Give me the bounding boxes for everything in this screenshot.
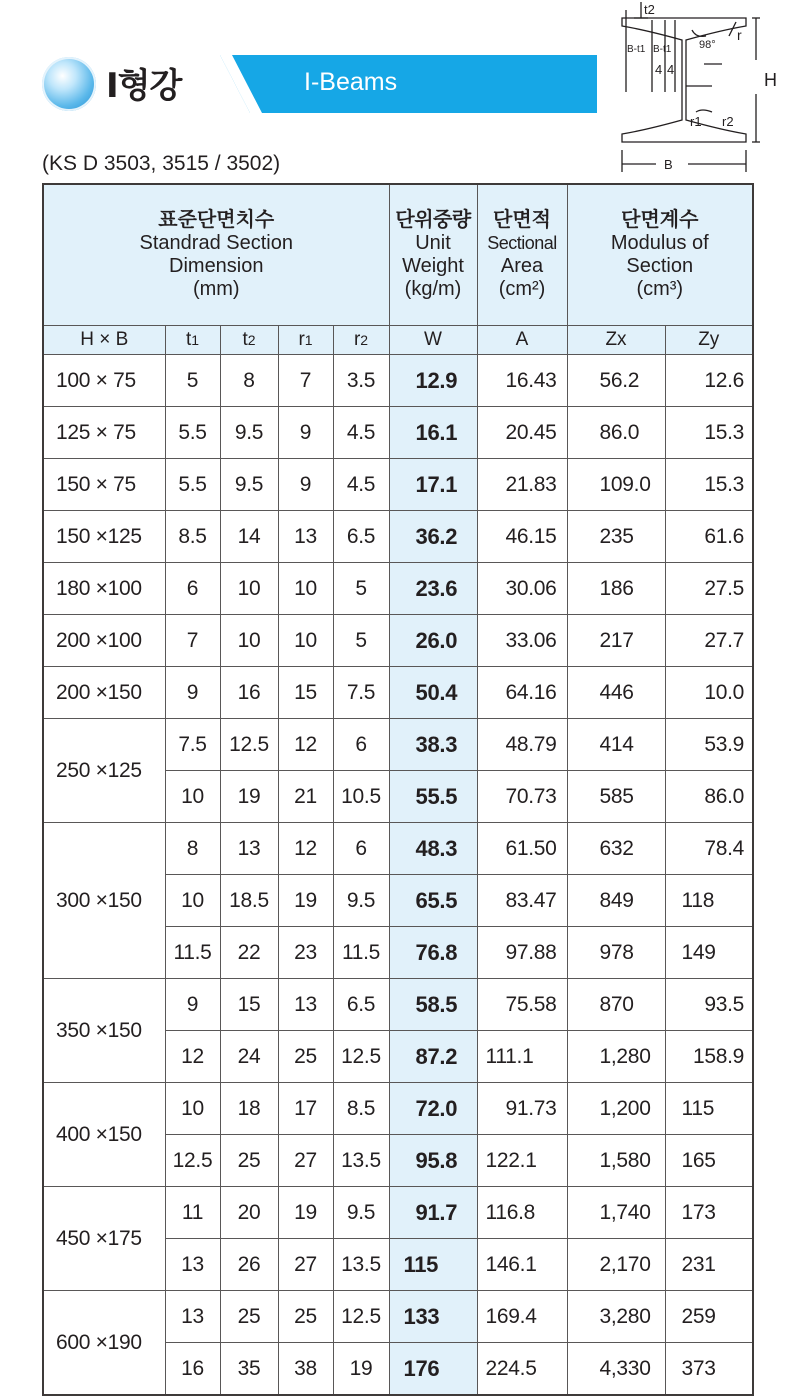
cell-a: 48.79 <box>477 719 567 771</box>
cell-t2: 22 <box>220 927 278 979</box>
table-row <box>43 823 753 875</box>
col-header-r2: r2 <box>333 326 389 355</box>
cell-hb: 300 ×150 <box>43 823 165 979</box>
cell-t2: 26 <box>220 1239 278 1291</box>
cell-r2: 10.5 <box>333 771 389 823</box>
cell-r1: 25 <box>278 1031 333 1083</box>
header-area <box>477 184 567 326</box>
cell-r2: 3.5 <box>333 355 389 407</box>
diagram-label-four-1: 4 <box>655 62 663 77</box>
cell-r1: 23 <box>278 927 333 979</box>
cell-w: 23.6 <box>389 563 477 615</box>
cell-t2: 9.5 <box>220 459 278 511</box>
cell-t1: 5.5 <box>165 459 220 511</box>
cell-t2: 19 <box>220 771 278 823</box>
cell-r1: 15 <box>278 667 333 719</box>
cell-w: 115 <box>389 1239 477 1291</box>
cell-r2: 5 <box>333 615 389 667</box>
cell-hb: 180 ×100 <box>43 563 165 615</box>
cell-w: 17.1 <box>389 459 477 511</box>
table-row <box>43 1291 753 1343</box>
cell-hb: 150 × 75 <box>43 459 165 511</box>
cell-r2: 6.5 <box>333 511 389 563</box>
cell-a: 33.06 <box>477 615 567 667</box>
cell-w: 50.4 <box>389 667 477 719</box>
cell-a: 20.45 <box>477 407 567 459</box>
cell-t1: 5 <box>165 355 220 407</box>
cell-r1: 10 <box>278 615 333 667</box>
diagram-label-r1: r1 <box>690 114 702 129</box>
cell-zx: 3,280 <box>567 1291 665 1343</box>
title-bar <box>42 55 597 113</box>
diagram-label-h: H <box>764 70 777 90</box>
cell-a: 169.4 <box>477 1291 567 1343</box>
cell-t2: 16 <box>220 667 278 719</box>
diagram-label-angle: 98° <box>699 39 716 51</box>
header-modulus-unit: (cm³) <box>636 278 684 300</box>
cell-w: 176 <box>389 1343 477 1396</box>
cell-zy: 12.6 <box>665 355 753 407</box>
cell-a: 21.83 <box>477 459 567 511</box>
cell-r2: 4.5 <box>333 407 389 459</box>
cell-hb: 100 × 75 <box>43 355 165 407</box>
i-beam-section-diagram <box>604 0 800 182</box>
cell-t1: 16 <box>165 1343 220 1396</box>
cell-zy: 173 <box>665 1187 753 1239</box>
header-modulus <box>567 184 753 326</box>
cell-r2: 9.5 <box>333 875 389 927</box>
cell-zy: 259 <box>665 1291 753 1343</box>
cell-w: 26.0 <box>389 615 477 667</box>
i-beam-spec-table <box>42 183 754 1396</box>
cell-t1: 12.5 <box>165 1135 220 1187</box>
cell-hb: 600 ×190 <box>43 1291 165 1396</box>
cell-t1: 8 <box>165 823 220 875</box>
cell-r2: 6 <box>333 823 389 875</box>
cell-r2: 6 <box>333 719 389 771</box>
header-dimension-unit: (mm) <box>192 278 240 300</box>
cell-hb: 150 ×125 <box>43 511 165 563</box>
cell-r2: 13.5 <box>333 1239 389 1291</box>
cell-w: 76.8 <box>389 927 477 979</box>
col-header-zx: Zx <box>567 326 665 355</box>
cell-r2: 8.5 <box>333 1083 389 1135</box>
cell-zx: 217 <box>567 615 665 667</box>
header-weight-unit: (kg/m) <box>404 278 462 300</box>
table-row <box>43 511 753 563</box>
cell-t1: 8.5 <box>165 511 220 563</box>
diagram-label-r: r <box>737 27 742 43</box>
cell-zx: 1,580 <box>567 1135 665 1187</box>
cell-r1: 12 <box>278 823 333 875</box>
col-header-t1: t1 <box>165 326 220 355</box>
cell-zx: 86.0 <box>567 407 665 459</box>
cell-r2: 12.5 <box>333 1291 389 1343</box>
cell-a: 111.1 <box>477 1031 567 1083</box>
header-modulus-en2: Section <box>626 255 694 277</box>
cell-a: 30.06 <box>477 563 567 615</box>
cell-zx: 2,170 <box>567 1239 665 1291</box>
cell-t2: 24 <box>220 1031 278 1083</box>
col-header-zy: Zy <box>665 326 753 355</box>
cell-w: 95.8 <box>389 1135 477 1187</box>
cell-r1: 19 <box>278 875 333 927</box>
cell-w: 48.3 <box>389 823 477 875</box>
cell-hb: 125 × 75 <box>43 407 165 459</box>
table-row <box>43 719 753 771</box>
table-row <box>43 355 753 407</box>
cell-zx: 1,200 <box>567 1083 665 1135</box>
table-body <box>43 355 753 1396</box>
cell-r2: 9.5 <box>333 1187 389 1239</box>
table-row <box>43 407 753 459</box>
diagram-label-four-2: 4 <box>667 62 675 77</box>
cell-a: 70.73 <box>477 771 567 823</box>
cell-zx: 186 <box>567 563 665 615</box>
table-header-group-row <box>43 184 753 326</box>
cell-t2: 20 <box>220 1187 278 1239</box>
cell-r1: 21 <box>278 771 333 823</box>
cell-zx: 849 <box>567 875 665 927</box>
cell-r1: 27 <box>278 1135 333 1187</box>
cell-zy: 53.9 <box>665 719 753 771</box>
table-row <box>43 615 753 667</box>
cell-zy: 373 <box>665 1343 753 1396</box>
col-header-w: W <box>389 326 477 355</box>
cell-zx: 1,740 <box>567 1187 665 1239</box>
cell-a: 75.58 <box>477 979 567 1031</box>
cell-zy: 115 <box>665 1083 753 1135</box>
cell-r1: 25 <box>278 1291 333 1343</box>
cell-r1: 13 <box>278 511 333 563</box>
header-weight <box>389 184 477 326</box>
cell-r2: 11.5 <box>333 927 389 979</box>
cell-t1: 10 <box>165 1083 220 1135</box>
cell-t1: 11.5 <box>165 927 220 979</box>
circle-bullet-icon <box>42 57 96 111</box>
cell-zx: 1,280 <box>567 1031 665 1083</box>
cell-r1: 9 <box>278 407 333 459</box>
cell-zx: 446 <box>567 667 665 719</box>
page-title-english: I-Beams <box>304 68 398 96</box>
cell-hb: 200 ×150 <box>43 667 165 719</box>
table-row <box>43 1083 753 1135</box>
cell-w: 87.2 <box>389 1031 477 1083</box>
cell-r1: 13 <box>278 979 333 1031</box>
cell-hb: 200 ×100 <box>43 615 165 667</box>
cell-zy: 27.7 <box>665 615 753 667</box>
header-modulus-en1: Modulus of <box>610 232 709 254</box>
cell-zx: 585 <box>567 771 665 823</box>
cell-t2: 12.5 <box>220 719 278 771</box>
header-modulus-ko: 단면계수 <box>621 209 699 231</box>
cell-zy: 165 <box>665 1135 753 1187</box>
cell-zy: 61.6 <box>665 511 753 563</box>
cell-a: 46.15 <box>477 511 567 563</box>
cell-a: 91.73 <box>477 1083 567 1135</box>
cell-t2: 18 <box>220 1083 278 1135</box>
cell-zx: 632 <box>567 823 665 875</box>
header-area-en1: Sectional <box>487 233 557 253</box>
cell-r2: 5 <box>333 563 389 615</box>
cell-t2: 14 <box>220 511 278 563</box>
cell-a: 64.16 <box>477 667 567 719</box>
title-banner <box>220 55 597 113</box>
cell-r2: 12.5 <box>333 1031 389 1083</box>
diagram-label-t2: t2 <box>644 2 655 17</box>
cell-hb: 250 ×125 <box>43 719 165 823</box>
cell-r1: 27 <box>278 1239 333 1291</box>
cell-r2: 13.5 <box>333 1135 389 1187</box>
header-weight-en1: Unit <box>415 232 451 254</box>
cell-t2: 8 <box>220 355 278 407</box>
cell-t1: 10 <box>165 771 220 823</box>
cell-w: 72.0 <box>389 1083 477 1135</box>
cell-t1: 11 <box>165 1187 220 1239</box>
cell-a: 97.88 <box>477 927 567 979</box>
diagram-label-r2: r2 <box>722 114 734 129</box>
cell-hb: 450 ×175 <box>43 1187 165 1291</box>
cell-zy: 27.5 <box>665 563 753 615</box>
table-row <box>43 979 753 1031</box>
header-dimension-en2: Dimension <box>169 255 264 277</box>
cell-a: 61.50 <box>477 823 567 875</box>
cell-t1: 9 <box>165 667 220 719</box>
cell-w: 12.9 <box>389 355 477 407</box>
cell-zy: 231 <box>665 1239 753 1291</box>
cell-r1: 12 <box>278 719 333 771</box>
cell-t1: 13 <box>165 1239 220 1291</box>
cell-t1: 6 <box>165 563 220 615</box>
cell-r1: 10 <box>278 563 333 615</box>
cell-w: 91.7 <box>389 1187 477 1239</box>
header-weight-en2: Weight <box>402 255 464 277</box>
cell-w: 58.5 <box>389 979 477 1031</box>
cell-zx: 109.0 <box>567 459 665 511</box>
cell-zy: 158.9 <box>665 1031 753 1083</box>
table-row <box>43 563 753 615</box>
cell-r2: 7.5 <box>333 667 389 719</box>
cell-zx: 235 <box>567 511 665 563</box>
cell-w: 133 <box>389 1291 477 1343</box>
cell-r1: 38 <box>278 1343 333 1396</box>
cell-w: 55.5 <box>389 771 477 823</box>
header-area-unit: (cm²) <box>498 278 546 300</box>
cell-t2: 18.5 <box>220 875 278 927</box>
cell-t2: 10 <box>220 563 278 615</box>
spec-table-container <box>42 183 752 1396</box>
cell-zx: 978 <box>567 927 665 979</box>
cell-zy: 15.3 <box>665 407 753 459</box>
cell-r2: 4.5 <box>333 459 389 511</box>
cell-t2: 25 <box>220 1135 278 1187</box>
header-dimension <box>43 184 389 326</box>
diagram-label-bt1: B-t1 <box>627 44 646 55</box>
cell-t1: 5.5 <box>165 407 220 459</box>
cell-zy: 78.4 <box>665 823 753 875</box>
table-column-header-row <box>43 326 753 355</box>
cell-zy: 93.5 <box>665 979 753 1031</box>
cell-t1: 7.5 <box>165 719 220 771</box>
cell-zx: 56.2 <box>567 355 665 407</box>
header-dimension-ko: 표준단면치수 <box>158 209 275 231</box>
cell-r1: 17 <box>278 1083 333 1135</box>
standard-reference: (KS D 3503, 3515 / 3502) <box>42 152 281 175</box>
cell-r1: 7 <box>278 355 333 407</box>
cell-hb: 350 ×150 <box>43 979 165 1083</box>
diagram-label-b: B <box>664 157 673 172</box>
cell-t2: 10 <box>220 615 278 667</box>
cell-zy: 86.0 <box>665 771 753 823</box>
table-row <box>43 667 753 719</box>
cell-zx: 4,330 <box>567 1343 665 1396</box>
cell-t2: 15 <box>220 979 278 1031</box>
header-area-ko: 단면적 <box>493 209 551 231</box>
cell-t1: 7 <box>165 615 220 667</box>
cell-a: 83.47 <box>477 875 567 927</box>
cell-t1: 9 <box>165 979 220 1031</box>
cell-r1: 19 <box>278 1187 333 1239</box>
cell-a: 224.5 <box>477 1343 567 1396</box>
table-row <box>43 1187 753 1239</box>
cell-r1: 9 <box>278 459 333 511</box>
table-row <box>43 459 753 511</box>
cell-r2: 19 <box>333 1343 389 1396</box>
cell-w: 36.2 <box>389 511 477 563</box>
cell-t2: 25 <box>220 1291 278 1343</box>
col-header-hb: H × B <box>43 326 165 355</box>
cell-a: 116.8 <box>477 1187 567 1239</box>
cell-t2: 13 <box>220 823 278 875</box>
cell-zx: 870 <box>567 979 665 1031</box>
cell-zx: 414 <box>567 719 665 771</box>
cell-w: 38.3 <box>389 719 477 771</box>
cell-t1: 12 <box>165 1031 220 1083</box>
header-weight-ko: 단위중량 <box>395 209 471 231</box>
header-dimension-en1: Standrad Section <box>139 232 293 254</box>
cell-a: 16.43 <box>477 355 567 407</box>
cell-t1: 13 <box>165 1291 220 1343</box>
cell-t2: 9.5 <box>220 407 278 459</box>
cell-a: 122.1 <box>477 1135 567 1187</box>
col-header-r1: r1 <box>278 326 333 355</box>
cell-zy: 15.3 <box>665 459 753 511</box>
header-area-en2: Area <box>500 255 544 277</box>
cell-zy: 149 <box>665 927 753 979</box>
cell-hb: 400 ×150 <box>43 1083 165 1187</box>
cell-zy: 10.0 <box>665 667 753 719</box>
cell-w: 65.5 <box>389 875 477 927</box>
diagram-label-bt2: B-t1 <box>653 44 672 55</box>
cell-w: 16.1 <box>389 407 477 459</box>
col-header-a: A <box>477 326 567 355</box>
cell-t2: 35 <box>220 1343 278 1396</box>
cell-t1: 10 <box>165 875 220 927</box>
cell-a: 146.1 <box>477 1239 567 1291</box>
page-title-korean: I형강 <box>106 66 182 106</box>
cell-r2: 6.5 <box>333 979 389 1031</box>
cell-zy: 118 <box>665 875 753 927</box>
col-header-t2: t2 <box>220 326 278 355</box>
